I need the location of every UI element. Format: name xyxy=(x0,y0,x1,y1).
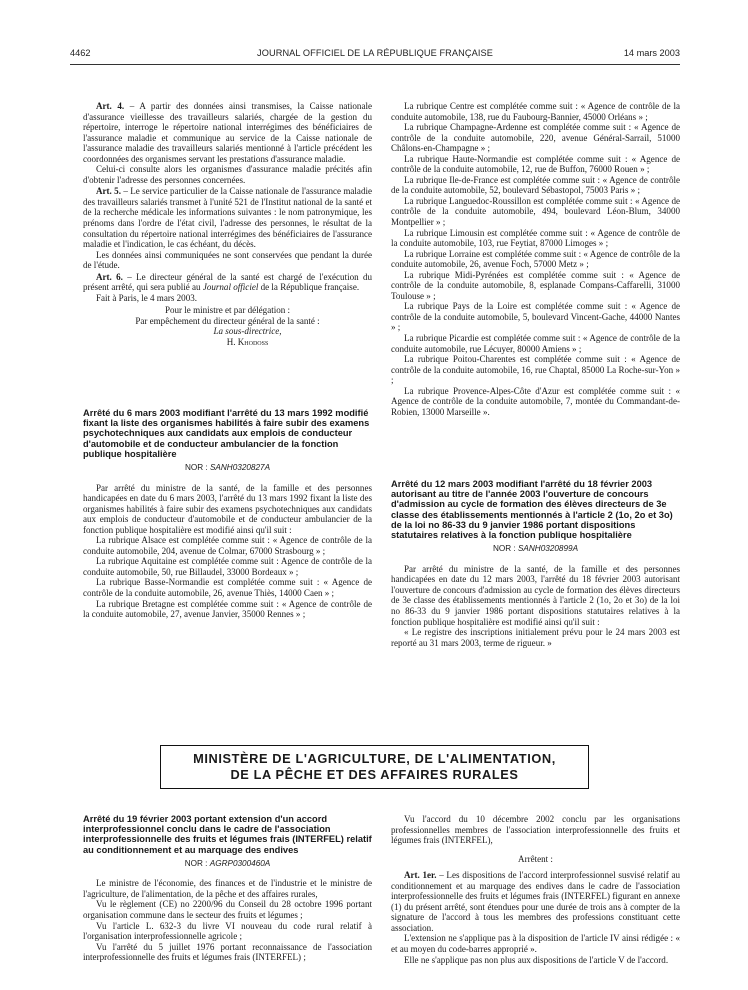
rubrique-item: La rubrique Lorraine est complétée comme suit : « Agence de contrôle de la conduite automobile, 26, avenue Foch, 57000 Metz » ; xyxy=(391,248,680,270)
nor-reference: NOR : SANH0320899A xyxy=(492,544,579,554)
arrete-intro: Par arrêté du ministre de la santé, de la famille et des personnes handicapées en date du 6 mars 2003, l'arrêté du 13 mars 1992 fixant la liste des organismes habilités à faire subir des examens psychotechniques aux candidats aux emplois de conducteur d'automobile et de conducteur ambulancier de la fonction publique hospitalière est modifié ainsi qu'il suit : xyxy=(83,482,372,535)
signature-title: La sous-directrice, xyxy=(213,326,282,337)
rubrique-item: La rubrique Aquitaine est complétée comme suit : Agence de contrôle de la conduite automobile, 50, rue Billaudel, 33000 Bordeaux » ; xyxy=(83,556,372,577)
rubrique-item: La rubrique Alsace est complétée comme suit : « Agence de contrôle de la conduite automobile, 204, avenue de Colmar, 67000 Strasbourg » ; xyxy=(83,535,372,556)
arrete-title: Arrêté du 6 mars 2003 modifiant l'arrêté du 13 mars 1992 modifié fixant la liste des organismes habilités à faire subir des examens psychotechniques aux candidats aux emplois de conducteur d'automobile et de conducteur ambulancier de la fonction publique hospitalière xyxy=(83,408,370,459)
rubrique-item: La rubrique Picardie est complétée comme suit : « Agence de contrôle de la conduite automobile, rue Lécuyer, 80000 Amiens » ; xyxy=(391,333,680,354)
page-header xyxy=(70,48,680,64)
signature-name: H. Khodoss xyxy=(226,337,269,348)
rubrique-item: La rubrique Midi-Pyrénées est complétée comme suit : « Agence de contrôle de la conduite automobile, 8, esplanade Compans-Caffarelli, 31000 Toulouse » ; xyxy=(391,269,680,301)
issue-date: 14 mars 2003 xyxy=(623,48,680,58)
visa-paragraph: Vu l'article L. 632-3 du livre VI nouveau du code rural relatif à l'organisation interprofessionnelle agricole ; xyxy=(83,920,372,942)
arrete-title: Arrêté du 19 février 2003 portant extension d'un accord interprofessionnel conclu dans le cadre de l'association interprofessionnelle des fruits et légumes frais (INTERFEL) relatif au conditionnement et au marquage des endives xyxy=(83,814,372,855)
arrete-6-mars xyxy=(83,408,372,620)
arrete-title: Arrêté du 12 mars 2003 modifiant l'arrêté du 18 février 2003 autorisant au titre de l'année 2003 l'ouverture de concours d'admission au cycle de formation des élèves directeurs de 3e classe des établissements mentionnés à l'article 2 (1o, 2o et 3o) de la loi no 86-33 du 9 janvier 1986 portant dispositions statutaires relatives à la fonction publique hospitalière xyxy=(391,479,673,541)
ministry-line-1: MINISTÈRE DE L'AGRICULTURE, DE L'ALIMENTATION, xyxy=(193,751,556,766)
rubrique-item: La rubrique Limousin est complétée comme suit : « Agence de contrôle de la conduite automobile, 103, rue Feytiat, 87000 Limoges » ; xyxy=(391,227,680,249)
header-rule xyxy=(70,64,680,65)
rubrique-item: La rubrique Languedoc-Roussillon est complétée comme suit : « Agence de contrôle de la conduite automobile, 494, boulevard Léon-Blum, 34000 Montpellier » ; xyxy=(391,195,680,228)
rubrique-item: La rubrique Pays de la Loire est complétée comme suit : « Agence de contrôle de la conduite automobile, 5, boulevard Vincent-Gache, 44000 Nantes » ; xyxy=(391,301,680,333)
rubrique-item: La rubrique Poitou-Charentes est complétée comme suit : « Agence de contrôle de la conduite automobile, 16, rue Chaptal, 85000 La Roche-sur-Yon » ; xyxy=(391,354,680,386)
article-1-p3: Elle ne s'applique pas non plus aux dispositions de l'article V de l'accord. xyxy=(404,954,669,965)
rubrique-item: La rubrique Centre est complétée comme suit : « Agence de contrôle de la conduite automobile, 138, rue du Faubourg-Bannier, 45000 Orléans » ; xyxy=(391,101,680,122)
ministry-line-2: DE LA PÊCHE ET DES AFFAIRES RURALES xyxy=(230,767,519,782)
visa-paragraph: Vu le règlement (CE) no 2200/96 du Conseil du 28 octobre 1996 portant organisation commune dans le secteur des fruits et légumes ; xyxy=(83,899,372,920)
arrete-19-fevrier xyxy=(83,814,372,963)
visa-paragraph: Le ministre de l'économie, des finances et de l'industrie et le ministre de l'agriculture, de l'alimentation, de la pêche et des affaires rurales, xyxy=(83,878,372,899)
article-5: Art. 5. – Le service particulier de la Caisse nationale de l'assurance maladie des travailleurs salariés transmet à l'unité 521 de l'Institut national de la santé et de la recherche médicale les informations suivantes : le nom patronymique, les prénoms dans l'ordre de l'état civil, l'adresse des personnes, le résultat de la consultation du répertoire national interrégimes des bénéficiaires de l'assurance maladie et l'indication, le cas échéant, du décès. xyxy=(83,186,372,250)
article-1-p2: L'extension ne s'applique pas à la disposition de l'article IV ainsi rédigée : « et au moyen du code-barres approprié ». xyxy=(391,933,680,955)
arrete-12-mars xyxy=(391,479,680,648)
signature-line-2: Par empêchement du directeur général de la santé : xyxy=(135,315,320,326)
article-5-p2: Les données ainsi communiquées ne sont conservées que pendant la durée de l'étude. xyxy=(83,249,372,271)
article-6: Art. 6. – Le directeur général de la santé est chargé de l'exécution du présent arrêté, qui sera publié au Journal officiel de la République française. xyxy=(83,271,372,293)
page-number: 4462 xyxy=(70,48,91,58)
ministry-heading xyxy=(160,745,589,789)
arretent-heading: Arrêtent : xyxy=(518,853,553,864)
fait-a-paris: Fait à Paris, le 4 mars 2003. xyxy=(96,292,198,303)
column-left-top xyxy=(83,101,372,348)
arrete-19-fevrier-continued xyxy=(391,814,680,965)
arrete-body: Par arrêté du ministre de la santé, de la famille et des personnes handicapées en date du 12 mars 2003, l'arrêté du 18 février 2003 autorisant l'ouverture de concours d'admission au cycle de formation des élèves directeurs de 3e classe des établissements mentionnés à l'article 2 (1o, 2o et 3o) de la loi no 86-33 du 9 janvier 1986 portant dispositions statutaires relatives à la fonction publique hospitalière est modifié ainsi qu'il suit : xyxy=(391,563,680,627)
visa-paragraph: Vu l'accord du 10 décembre 2002 conclu par les organisations professionnelles membres de l'association interprofessionnelle des fruits et légumes frais (INTERFEL), xyxy=(391,814,680,846)
rubrique-item: La rubrique Bretagne est complétée comme suit : « Agence de contrôle de la conduite automobile, 27, avenue Janvier, 35000 Rennes » ; xyxy=(83,598,372,620)
rubrique-item: La rubrique Champagne-Ardenne est complétée comme suit : « Agence de contrôle de la conduite automobile, 220, avenue Général-Sarrail, 51000 Châlons-en-Champagne » ; xyxy=(391,122,680,154)
signature-line-1: Pour le ministre et par délégation : xyxy=(164,305,291,316)
visa-paragraph: Vu l'arrêté du 5 juillet 1976 portant reconnaissance de l'association interprofessionnelle des fruits et légumes frais (INTERFEL) ; xyxy=(83,941,372,963)
rubrique-item: La rubrique Provence-Alpes-Côte d'Azur est complétée comme suit : « Agence de contrôle de la conduite automobile, 7, montée du Commandant-de-Robien, 13000 Marseille ». xyxy=(391,385,680,417)
article-4: Art. 4. – A partir des données ainsi transmises, la Caisse nationale d'assurance vieillesse des travailleurs salariés, chargée de la gestion du répertoire, interroge le répertoire national interrégimes des bénéficiaires de l'assurance maladie et communique au service de la Caisse nationale de l'assurance maladie des travailleurs salariés mentionné à l'article précédent les coordonnées des organismes servant les prestations d'assurance maladie. xyxy=(83,101,372,164)
nor-reference: NOR : AGRP0300460A xyxy=(184,858,271,868)
rubrique-item: La rubrique Haute-Normandie est complétée comme suit : « Agence de contrôle de la conduite automobile, 12, rue de Buffon, 76000 Rouen » ; xyxy=(391,153,680,175)
arrete-body-p2: « Le registre des inscriptions initialement prévu pour le 24 mars 2003 est reporté au 31 mars 2003, terme de rigueur. » xyxy=(391,627,680,648)
journal-title: JOURNAL OFFICIEL DE LA RÉPUBLIQUE FRANÇAISE xyxy=(257,48,493,58)
nor-reference: NOR : SANH0320827A xyxy=(184,463,271,473)
article-1: Art. 1er. – Les dispositions de l'accord interprofessionnel susvisé relatif au conditionnement et au marquage des endives dans le cadre de l'association interprofessionnelle des fruits et légumes frais (INTERFEL) figurant en annexe (1) du présent arrêté, sont étendues pour une durée de trois ans à compter de la signature de l'accord à tous les membres des professions constituant cette association. xyxy=(391,870,680,933)
rubrique-item: La rubrique Basse-Normandie est complétée comme suit : « Agence de contrôle de la conduite automobile, 26, avenue Thiès, 14000 Caen » ; xyxy=(83,577,372,599)
rubrique-item: La rubrique Ile-de-France est complétée comme suit : « Agence de contrôle de la conduite automobile, 52, boulevard Sébastopol, 75003 Paris » ; xyxy=(391,174,680,196)
article-4-p2: Celui-ci consulte alors les organismes d'assurance maladie précités afin d'obtenir l'adresse des personnes concernées. xyxy=(83,164,372,185)
column-right-top xyxy=(391,101,680,417)
